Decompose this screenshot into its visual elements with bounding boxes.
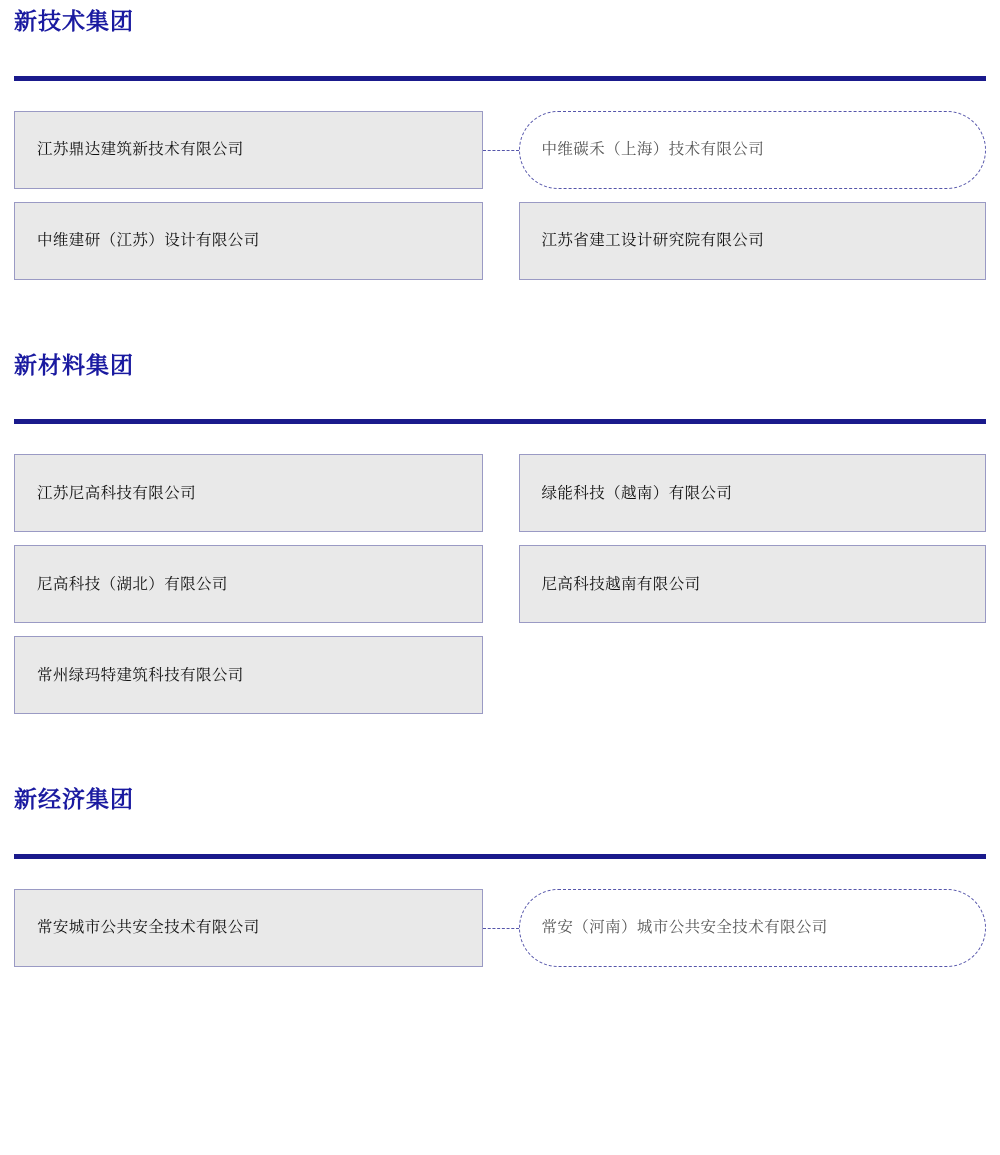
org-node-company[interactable]: 绿能科技（越南）有限公司 [519, 454, 987, 532]
rule-grid-spacer [14, 859, 986, 889]
row-left-cell [14, 454, 483, 532]
section-spacer [0, 714, 1000, 786]
org-node-company[interactable]: 江苏尼高科技有限公司 [14, 454, 483, 532]
org-node-subsidiary[interactable]: 常安（河南）城市公共安全技术有限公司 [519, 889, 987, 967]
org-node-subsidiary[interactable]: 中维碳禾（上海）技术有限公司 [519, 111, 987, 189]
org-row [14, 202, 986, 280]
row-right-cell [519, 545, 987, 623]
row-right-cell [519, 454, 987, 532]
section-title: 新经济集团 [14, 786, 134, 813]
org-row [14, 111, 986, 189]
title-rule-spacer [14, 814, 986, 854]
connector-dashed-line [483, 111, 519, 189]
connector-line-segment [483, 928, 519, 929]
org-node-company[interactable]: 江苏鼎达建筑新技术有限公司 [14, 111, 483, 189]
section-rows [14, 111, 986, 280]
title-rule-spacer [14, 36, 986, 76]
connector-spacer [483, 202, 519, 280]
row-right-cell [519, 111, 987, 189]
section-title: 新技术集团 [14, 8, 134, 34]
rule-grid-spacer [14, 424, 986, 454]
section-spacer [0, 280, 1000, 352]
row-left-cell [14, 636, 483, 714]
org-node-company[interactable]: 尼高科技（湖北）有限公司 [14, 545, 483, 623]
row-left-cell [14, 545, 483, 623]
section-rows [14, 889, 986, 967]
row-right-cell [519, 202, 987, 280]
connector-spacer [483, 636, 519, 714]
section-title: 新材料集团 [14, 351, 134, 378]
connector-spacer [483, 454, 519, 532]
row-left-cell [14, 111, 483, 189]
row-right-cell-empty [519, 636, 987, 714]
rule-grid-spacer [14, 81, 986, 111]
org-row [14, 454, 986, 532]
org-node-company[interactable]: 中维建研（江苏）设计有限公司 [14, 202, 483, 280]
section-new-materials-group [0, 352, 1000, 715]
org-row [14, 545, 986, 623]
connector-dashed-line [483, 889, 519, 967]
row-right-cell [519, 889, 987, 967]
org-row [14, 636, 986, 714]
section-rows [14, 454, 986, 714]
org-node-company[interactable]: 常州绿玛特建筑科技有限公司 [14, 636, 483, 714]
row-left-cell [14, 202, 483, 280]
row-left-cell [14, 889, 483, 967]
title-rule-spacer [14, 379, 986, 419]
org-node-company[interactable]: 江苏省建工设计研究院有限公司 [519, 202, 987, 280]
section-new-technology-group [0, 8, 1000, 280]
connector-spacer [483, 545, 519, 623]
org-node-company[interactable]: 常安城市公共安全技术有限公司 [14, 889, 483, 967]
connector-line-segment [483, 150, 519, 151]
top-spacer [0, 0, 1000, 8]
org-row [14, 889, 986, 967]
section-new-economy-group [0, 786, 1000, 967]
org-node-company[interactable]: 尼高科技越南有限公司 [519, 545, 987, 623]
